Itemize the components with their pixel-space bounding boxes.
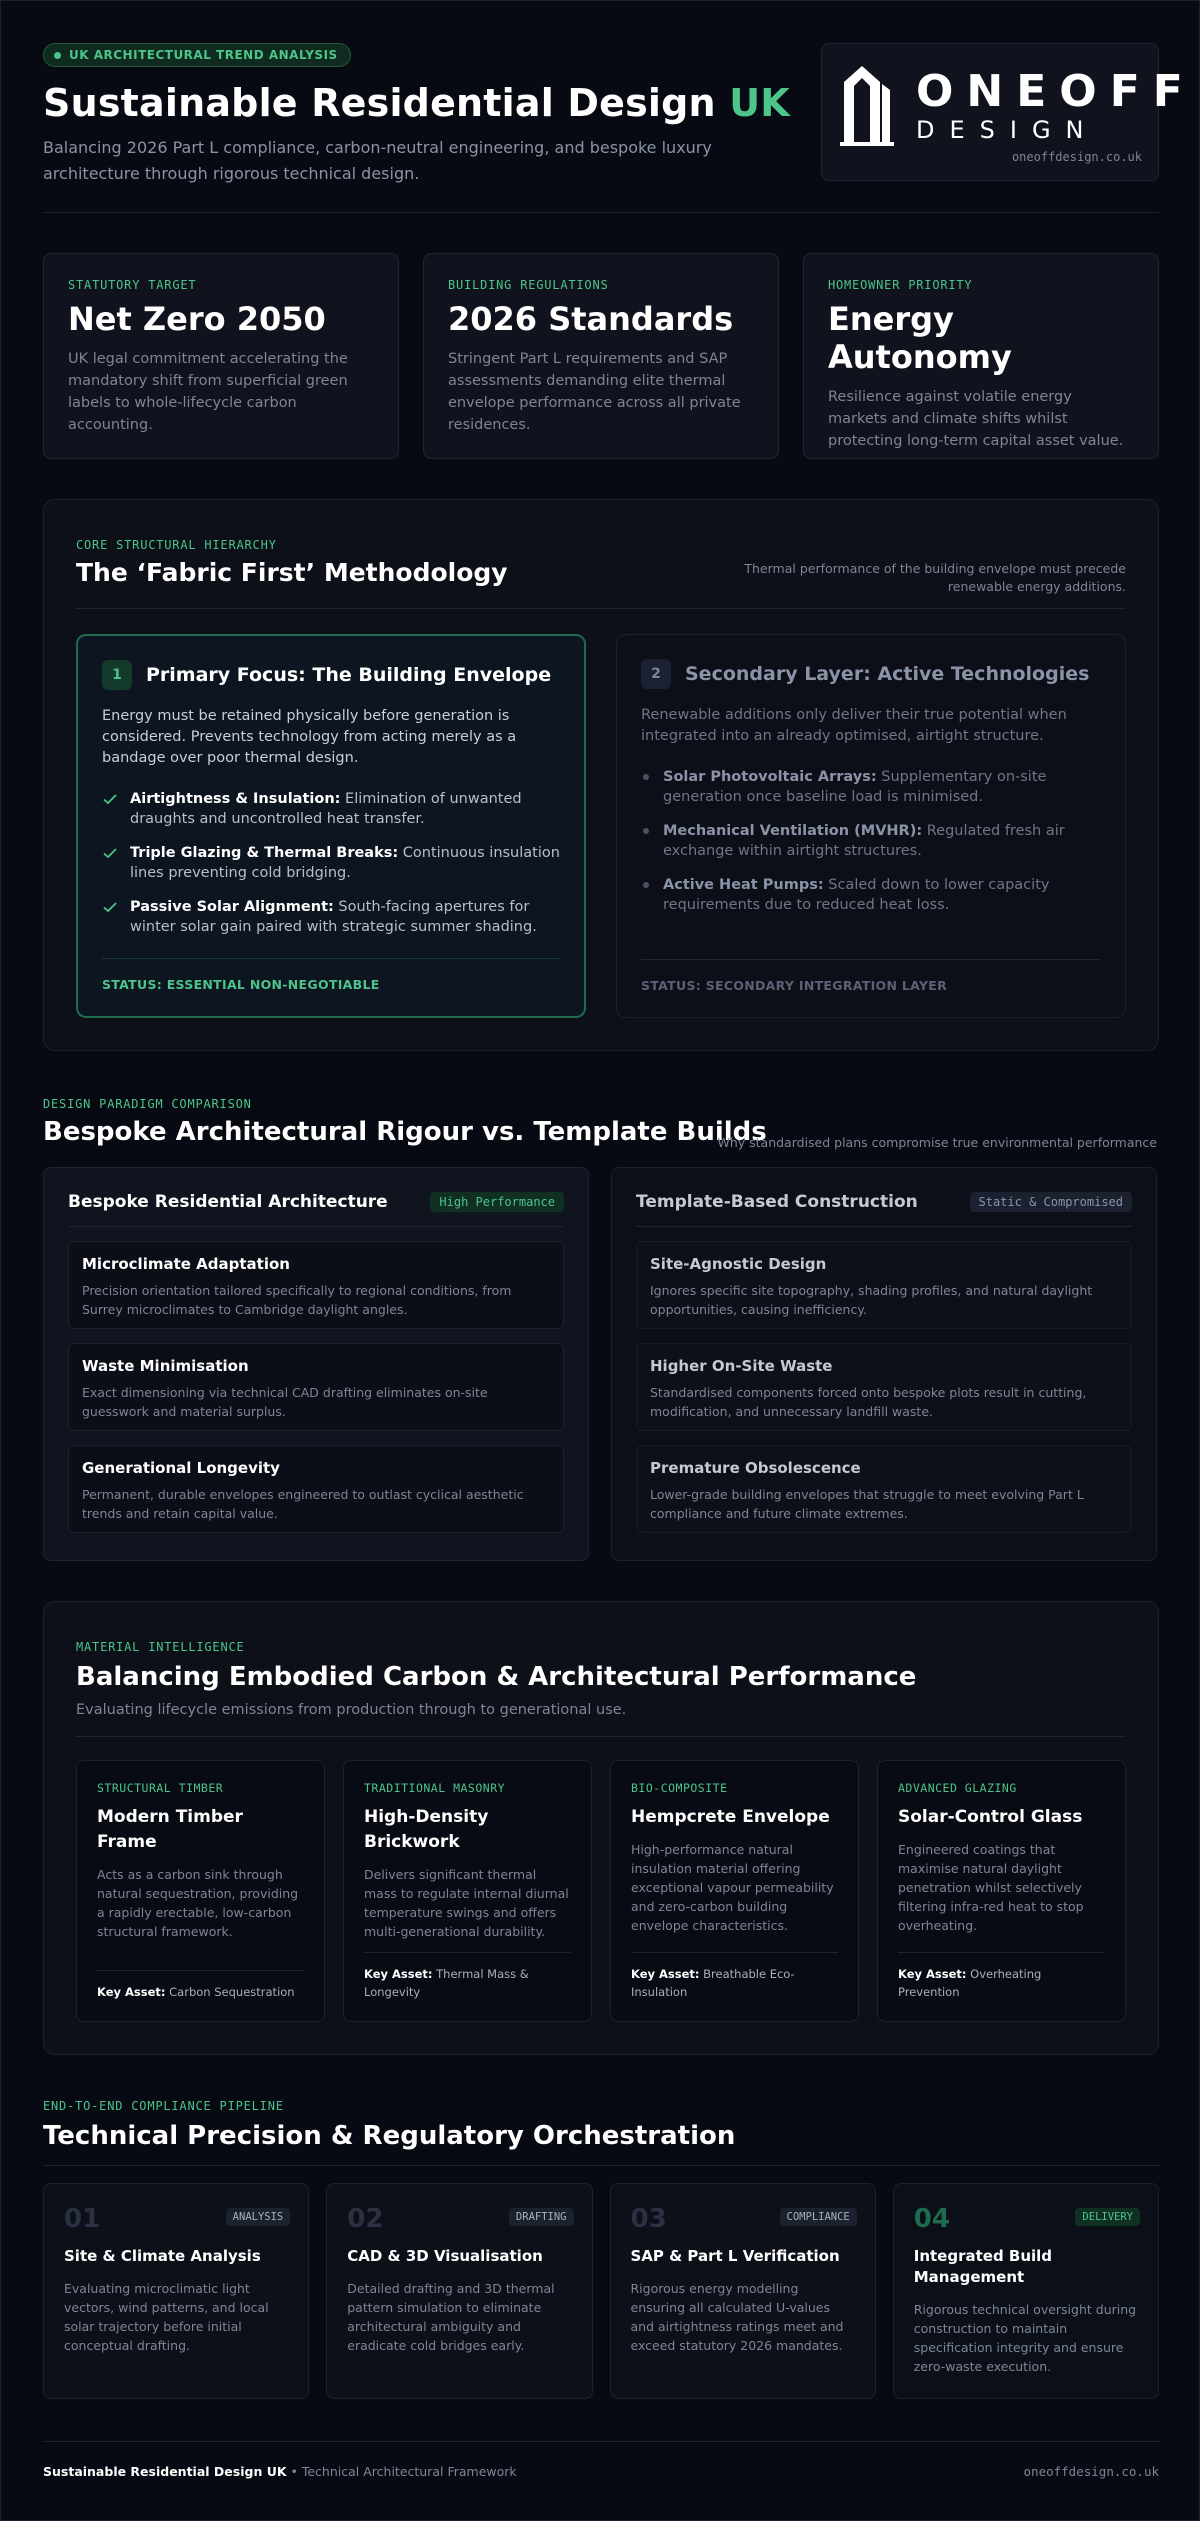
step-number-badge: 1: [102, 660, 132, 690]
check-icon: [102, 899, 118, 915]
divider: [43, 212, 1159, 213]
stat-desc: Resilience against volatile energy markets and climate shifts whilst protecting long-term capital asset value.: [828, 389, 1124, 449]
stat-card: [43, 253, 399, 459]
bespoke-card: [43, 1167, 589, 1561]
list-item-text: Mechanical Ventilation (MVHR): Regulated fresh air exchange within airtight structures.: [663, 823, 1065, 859]
feature-list: [641, 767, 1101, 915]
step-number: 02: [347, 2204, 384, 2234]
material-title: Modern Timber Frame: [97, 1807, 243, 1852]
card-title: Bespoke Residential Architecture: [68, 1192, 388, 1212]
material-desc: Delivers significant thermal mass to regulate internal diurnal temperature swings and offers multi-generational durability.: [364, 1867, 569, 1939]
list-item-text: Passive Solar Alignment: South-facing apertures for winter solar gain paired with strategic summer shading.: [130, 899, 537, 935]
step-number: 01: [64, 2204, 101, 2234]
divider: [76, 608, 1126, 609]
item-desc: Permanent, durable envelopes engineered to outlast cyclical aesthetic trends and retain capital value.: [82, 1487, 524, 1521]
key-asset: Key Asset: Overheating Prevention: [898, 1952, 1105, 2001]
comparison-item: [636, 1445, 1132, 1533]
pipeline-step-card: [326, 2183, 592, 2399]
comparison-item: [636, 1343, 1132, 1431]
footer: [43, 2441, 1159, 2501]
footer-tagline: Technical Architectural Framework: [301, 2464, 517, 2479]
step-title: Integrated Build Management: [913, 2247, 1053, 2286]
step-tag: DELIVERY: [1075, 2208, 1140, 2226]
list-item-text: Active Heat Pumps: Scaled down to lower capacity requirements due to reduced heat loss.: [663, 877, 1050, 913]
step-title: Site & Climate Analysis: [64, 2247, 261, 2265]
item-desc: Standardised components forced onto bespoke plots result in cutting, modification, and unnecessary landfill waste.: [650, 1385, 1087, 1419]
section-kicker: END-TO-END COMPLIANCE PIPELINE: [43, 2099, 284, 2113]
material-title: Hempcrete Envelope: [631, 1807, 830, 1827]
section-title: Bespoke Architectural Rigour vs. Template Builds: [43, 1117, 767, 1147]
list-item-text: Airtightness & Insulation: Elimination of unwanted draughts and uncontrolled heat transfer.: [130, 791, 522, 827]
trend-badge-label: UK ARCHITECTURAL TREND ANALYSIS: [69, 48, 338, 62]
stat-card: [803, 253, 1159, 459]
comparison-item: [68, 1343, 564, 1431]
section-title: Technical Precision & Regulatory Orchestration: [43, 2121, 736, 2151]
material-desc: High-performance natural insulation material offering exceptional vapour permeability and zero-carbon building envelope characteristics.: [631, 1842, 834, 1933]
stat-cards: [43, 253, 1159, 459]
compromised-tag: Static & Compromised: [970, 1192, 1133, 1212]
step-tag: ANALYSIS: [226, 2208, 291, 2226]
material-card: [76, 1760, 325, 2022]
card-header: [641, 659, 1101, 689]
divider: [76, 1736, 1126, 1737]
materials-section: [43, 1601, 1159, 2055]
item-title: Microclimate Adaptation: [82, 1255, 290, 1273]
material-card: [877, 1760, 1126, 2022]
stat-kicker: HOMEOWNER PRIORITY: [828, 278, 973, 292]
step-number: 04: [913, 2204, 950, 2234]
section-subtitle: Evaluating lifecycle emissions from production through to generational use.: [76, 1702, 627, 1718]
card-title: Template-Based Construction: [636, 1192, 918, 1212]
section-note: Thermal performance of the building envelope must precede renewable energy additions.: [744, 561, 1126, 594]
pipeline-steps: [43, 2183, 1159, 2399]
comparison-item: [636, 1241, 1132, 1329]
stat-kicker: BUILDING REGULATIONS: [448, 278, 609, 292]
list-item: [641, 767, 1101, 807]
stat-card: [423, 253, 779, 459]
stat-title: Energy Autonomy: [828, 300, 1012, 376]
template-card: [611, 1167, 1157, 1561]
check-icon: [102, 845, 118, 861]
footer-separator: •: [286, 2464, 302, 2479]
stat-kicker: STATUTORY TARGET: [68, 278, 197, 292]
list-item-text: Solar Photovoltaic Arrays: Supplementary on-site generation once baseline load is minimised.: [663, 769, 1047, 805]
item-title: Premature Obsolescence: [650, 1459, 861, 1477]
page-title-accent: UK: [729, 81, 790, 125]
step-number: 03: [630, 2204, 667, 2234]
step-title: CAD & 3D Visualisation: [347, 2247, 543, 2265]
step-desc: Rigorous technical oversight during construction to maintain specification integrity and ensure zero-waste execution.: [913, 2302, 1137, 2374]
list-item: [641, 875, 1101, 915]
trend-badge: [43, 43, 351, 67]
bullet-icon: [643, 774, 649, 780]
step-desc: Evaluating microclimatic light vectors, wind patterns, and local solar trajectory before initial conceptual drafting.: [64, 2281, 269, 2353]
step-tag: DRAFTING: [509, 2208, 574, 2226]
item-desc: Ignores specific site topography, shading profiles, and natural daylight opportunities, causing inefficiency.: [650, 1283, 1093, 1317]
step-desc: Rigorous energy modelling ensuring all calculated U-values and airtightness ratings meet and exceed statutory 2026 mandates.: [630, 2281, 844, 2353]
status-dot-icon: [54, 52, 61, 59]
step-title: SAP & Part L Verification: [630, 2247, 840, 2265]
step-number-badge: 2: [641, 659, 671, 689]
header: [43, 43, 1196, 183]
item-desc: Exact dimensioning via technical CAD drafting eliminates on-site guesswork and material surplus.: [82, 1385, 488, 1419]
step-desc: Detailed drafting and 3D thermal pattern simulation to eliminate architectural ambiguity and eradicate cold bridges early.: [347, 2281, 555, 2353]
material-card: [610, 1760, 859, 2022]
item-title: Generational Longevity: [82, 1459, 280, 1477]
card-header: [102, 660, 560, 690]
card-header: [636, 1192, 1132, 1227]
list-item-text: Triple Glazing & Thermal Breaks: Continuous insulation lines preventing cold bridging.: [130, 845, 560, 881]
material-desc: Engineered coatings that maximise natural daylight penetration whilst selectively filtering infra-red heat to stop overheating.: [898, 1842, 1084, 1933]
card-lead: Renewable additions only deliver their true potential when integrated into an already optimised, airtight structure.: [641, 707, 1067, 744]
bullet-icon: [643, 828, 649, 834]
status-label: STATUS: ESSENTIAL NON-NEGOTIABLE: [102, 958, 560, 992]
check-icon: [102, 791, 118, 807]
footer-brand: [43, 2464, 517, 2479]
comparison-item: [68, 1445, 564, 1533]
list-item: [102, 789, 560, 829]
section-kicker: DESIGN PARADIGM COMPARISON: [43, 1097, 252, 1111]
fabric-first-section: [43, 499, 1159, 1051]
list-item: [641, 821, 1101, 861]
section-kicker: CORE STRUCTURAL HIERARCHY: [76, 538, 277, 552]
section-title: The ‘Fabric First’ Methodology: [76, 558, 508, 587]
card-title: Secondary Layer: Active Technologies: [685, 663, 1090, 685]
item-title: Site-Agnostic Design: [650, 1255, 827, 1273]
footer-brand-name: Sustainable Residential Design UK: [43, 2464, 287, 2479]
step-tag: COMPLIANCE: [780, 2208, 857, 2226]
page-title-main: Sustainable Residential Design: [43, 81, 716, 125]
item-title: Higher On-Site Waste: [650, 1357, 833, 1375]
material-title: High-Density Brickwork: [364, 1807, 489, 1852]
stat-desc: Stringent Part L requirements and SAP assessments demanding elite thermal envelope performance across all private residences.: [448, 351, 741, 433]
material-kicker: STRUCTURAL TIMBER: [97, 1781, 224, 1795]
material-cards: [76, 1760, 1126, 2022]
material-kicker: BIO-COMPOSITE: [631, 1781, 728, 1795]
pipeline-step-card: [43, 2183, 309, 2399]
logo-wordmark-primary: ONEOFF: [916, 66, 1196, 117]
footer-url[interactable]: oneoffdesign.co.uk: [1023, 2464, 1159, 2479]
section-kicker: MATERIAL INTELLIGENCE: [76, 1640, 245, 1654]
performance-tag: High Performance: [430, 1192, 564, 1212]
primary-focus-card: [76, 634, 586, 1018]
pipeline-step-card-active: [893, 2183, 1159, 2399]
material-desc: Acts as a carbon sink through natural sequestration, providing a rapidly erectable, low-carbon structural framework.: [97, 1867, 299, 1939]
key-asset: Key Asset: Carbon Sequestration: [97, 1970, 304, 2001]
section-title: Balancing Embodied Carbon & Architectural Performance: [76, 1662, 917, 1692]
card-lead: Energy must be retained physically before generation is considered. Prevents technology from acting merely as a bandage over poor thermal design.: [102, 708, 517, 766]
house-logo-icon: [838, 62, 898, 146]
divider: [43, 2165, 1159, 2166]
section-note: Why standardised plans compromise true environmental performance: [717, 1135, 1157, 1150]
logo-wordmark-secondary: DESIGN: [916, 116, 1099, 144]
status-label: STATUS: SECONDARY INTEGRATION LAYER: [641, 959, 1101, 993]
brand-logo-card[interactable]: [821, 43, 1196, 181]
card-title: Primary Focus: The Building Envelope: [146, 664, 552, 686]
stat-desc: UK legal commitment accelerating the mandatory shift from superficial green labels to whole-lifecycle carbon accounting.: [68, 351, 348, 433]
list-item: [102, 843, 560, 883]
page-subtitle: Balancing 2026 Part L compliance, carbon-neutral engineering, and bespoke luxury architecture through rigorous technical design.: [43, 138, 712, 183]
secondary-layer-card: [616, 634, 1126, 1018]
pipeline-step-card: [610, 2183, 876, 2399]
item-desc: Lower-grade building envelopes that struggle to meet evolving Part L compliance and future climate extremes.: [650, 1487, 1084, 1521]
list-item: [102, 897, 560, 937]
logo-url[interactable]: oneoffdesign.co.uk: [1011, 150, 1142, 164]
item-title: Waste Minimisation: [82, 1357, 249, 1375]
material-title: Solar-Control Glass: [898, 1807, 1083, 1827]
key-asset: Key Asset: Thermal Mass & Longevity: [364, 1952, 571, 2001]
stat-title: Net Zero 2050: [68, 300, 326, 338]
key-asset: Key Asset: Breathable Eco-Insulation: [631, 1952, 838, 2001]
material-kicker: TRADITIONAL MASONRY: [364, 1781, 506, 1795]
feature-list: [102, 789, 560, 937]
material-card: [343, 1760, 592, 2022]
stat-title: 2026 Standards: [448, 300, 734, 338]
item-desc: Precision orientation tailored specifically to regional conditions, from Surrey microclimates to Cambridge daylight angles.: [82, 1283, 512, 1317]
material-kicker: ADVANCED GLAZING: [898, 1781, 1017, 1795]
card-header: [68, 1192, 564, 1227]
bullet-icon: [643, 882, 649, 888]
comparison-item: [68, 1241, 564, 1329]
